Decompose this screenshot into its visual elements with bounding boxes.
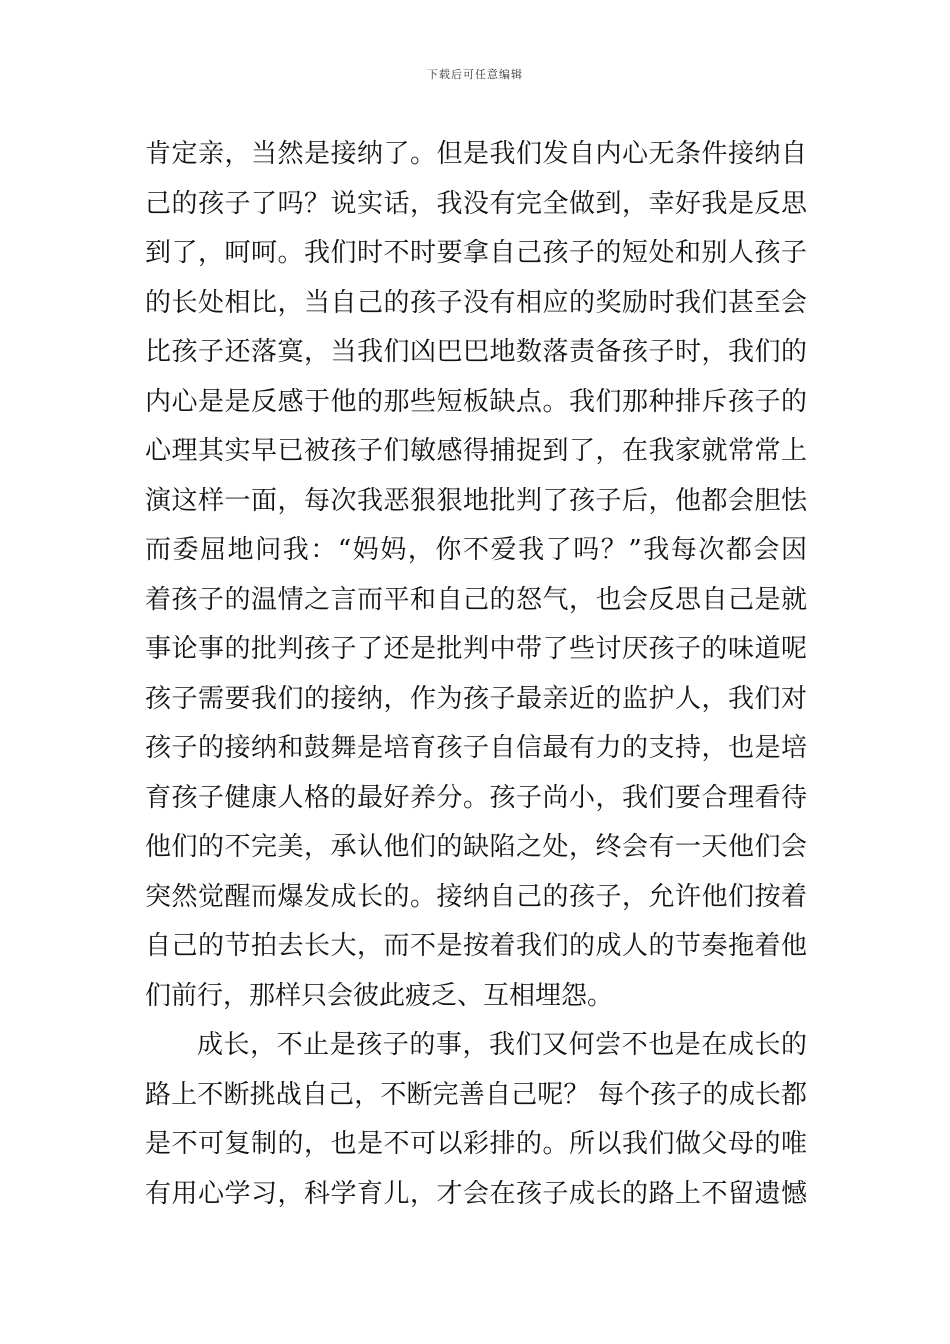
text-line: 到了，呵呵。我们时不时要拿自己孩子的短处和别人孩子 xyxy=(145,238,807,268)
text-line: 们前行，那样只会彼此疲乏、互相埋怨。 xyxy=(145,980,614,1011)
text-line: 事论事的批判孩子了还是批判中带了些讨厌孩子的味道呢 xyxy=(145,634,807,664)
text-line: 突然觉醒而爆发成长的。接纳自己的孩子，允许他们按着 xyxy=(145,881,807,912)
text-line: 是不可复制的，也是不可以彩排的。所以我们做父母的唯 xyxy=(145,1129,807,1159)
text-line: 比孩子还落寞，当我们凶巴巴地数落责备孩子时，我们的 xyxy=(145,337,807,367)
text-line: 孩子的接纳和鼓舞是培育孩子自信最有力的支持，也是培 xyxy=(145,733,807,763)
text-line: 肯定亲，当然是接纳了。但是我们发自内心无条件接纳自 xyxy=(145,139,807,169)
text-line: 自己的节拍去长大，而不是按着我们的成人的节奏拖着他 xyxy=(145,931,807,961)
page-header: 下载后可任意编辑 xyxy=(427,68,523,81)
text-line: 心理其实早已被孩子们敏感得捕捉到了，在我家就常常上 xyxy=(145,436,807,466)
text-line: 的长处相比，当自己的孩子没有相应的奖励时我们甚至会 xyxy=(145,287,807,318)
text-line: 路上不断挑战自己，不断完善自己呢？ 每个孩子的成长都 xyxy=(145,1079,807,1110)
text-line: 有用心学习，科学育儿，才会在孩子成长的路上不留遗憾 xyxy=(145,1178,807,1209)
text-line: 他们的不完美，承认他们的缺陷之处，终会有一天他们会 xyxy=(145,832,807,862)
text-line: 成长，不止是孩子的事，我们又何尝不也是在成长的 xyxy=(197,1030,807,1060)
text-line: 着孩子的温情之言而平和自己的怒气，也会反思自己是就 xyxy=(145,584,807,615)
text-line: 演这样一面，每次我恶狠狠地批判了孩子后，他都会胆怯 xyxy=(145,485,807,516)
body-text xyxy=(145,130,807,1219)
text-line: 而委屈地问我：“妈妈，你不爱我了吗？”我每次都会因 xyxy=(145,535,807,565)
text-line: 己的孩子了吗？说实话，我没有完全做到，幸好我是反思 xyxy=(145,188,807,219)
text-line: 育孩子健康人格的最好养分。孩子尚小，我们要合理看待 xyxy=(145,782,807,813)
text-line: 孩子需要我们的接纳，作为孩子最亲近的监护人，我们对 xyxy=(145,683,807,714)
text-line: 内心是是反感于他的那些短板缺点。我们那种排斥孩子的 xyxy=(145,386,807,417)
